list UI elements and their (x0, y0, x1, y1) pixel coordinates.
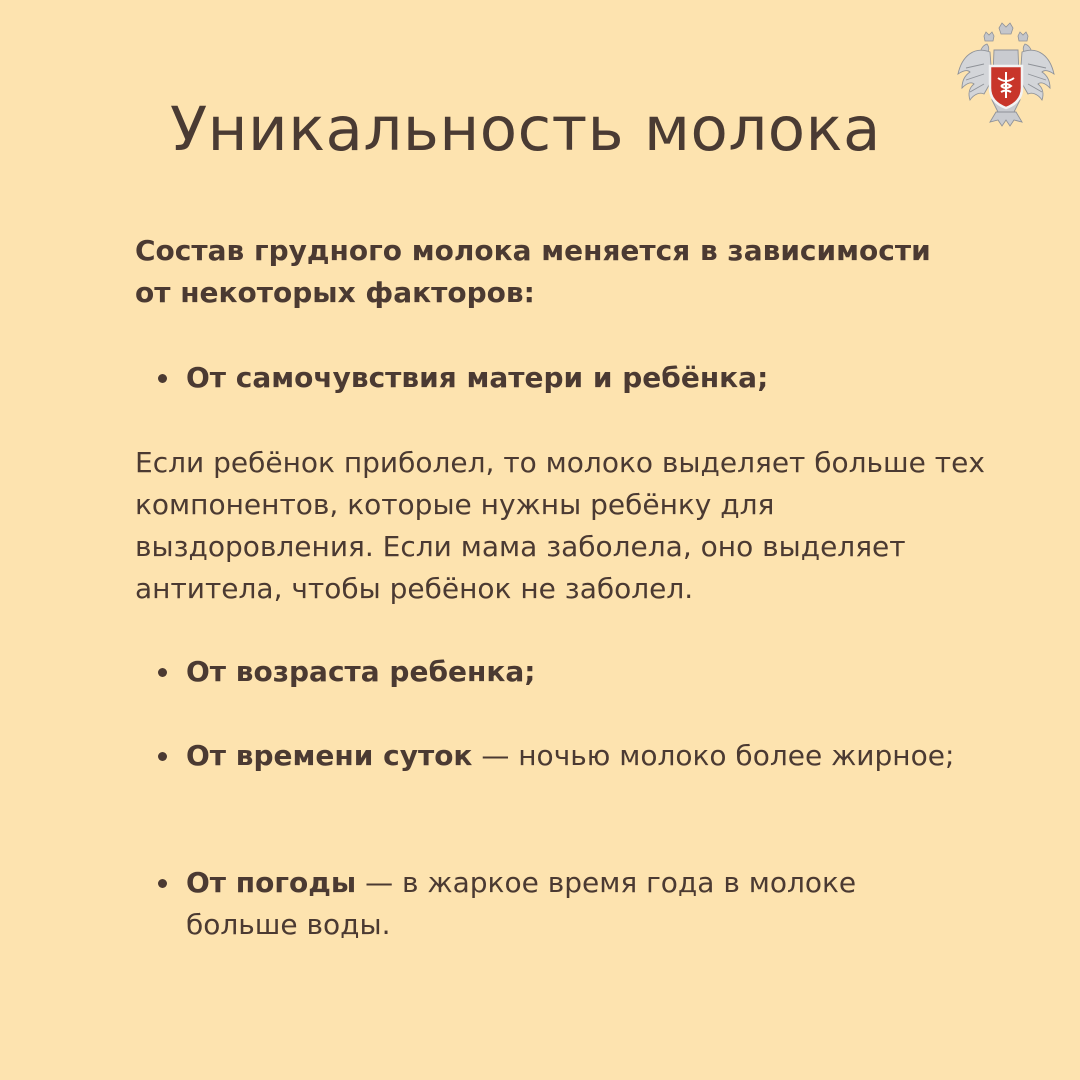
factor-list-item (186, 357, 966, 399)
ministry-eagle-emblem-icon (954, 20, 1058, 128)
factor-list-item (186, 651, 966, 693)
intro-text: Состав грудного молока меняется в зависимости от некоторых факторов: (135, 234, 931, 309)
factor-detail: — ночью молоко более жирное; (472, 739, 955, 772)
page-title: Уникальность молока (170, 94, 881, 165)
explanation-paragraph: Если ребёнок приболел, то молоко выделяет больше тех компонентов, которые нужны ребёнку для выздоровления. Если мама заболела, оно выделяет антитела, чтобы ребёнок не заболел. (135, 446, 985, 605)
factor-label: От времени суток (186, 739, 473, 772)
factor-list-item (186, 735, 966, 777)
factor-label: От возраста ребенка; (186, 655, 536, 688)
factor-label: От самочувствия матери и ребёнка; (186, 361, 769, 394)
factor-detail: — в жаркое время года в молоке больше воды. (186, 866, 857, 941)
factor-list-item (186, 862, 966, 946)
factor-label: От погоды (186, 866, 357, 899)
